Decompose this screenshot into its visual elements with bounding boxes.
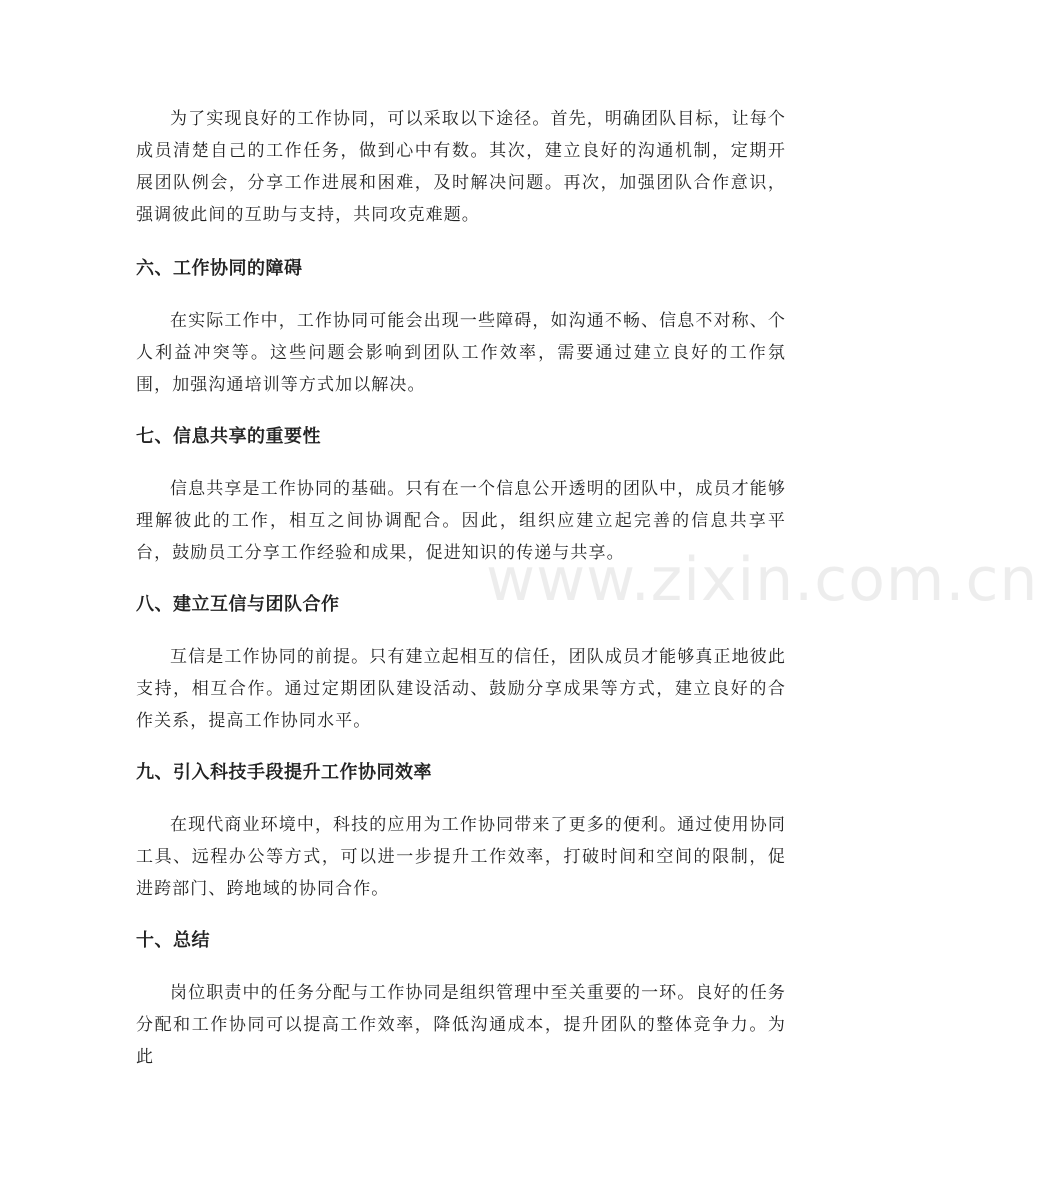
section-heading: 七、信息共享的重要性 bbox=[136, 426, 321, 447]
section-heading: 六、工作协同的障碍 bbox=[136, 258, 303, 279]
watermark: www.zixin.com.cn bbox=[486, 545, 1038, 615]
section-heading: 十、总结 bbox=[136, 930, 210, 951]
section-6 bbox=[136, 253, 786, 401]
document-page bbox=[136, 103, 786, 1073]
section-paragraph: 信息共享是工作协同的基础。只有在一个信息公开透明的团队中，成员才能够理解彼此的工作，相互之间协调配合。因此，组织应建立起完善的信息共享平台，鼓励员工分享工作经验和成果，促进知识的传递与共享。 bbox=[136, 479, 786, 563]
section-paragraph: 在现代商业环境中，科技的应用为工作协同带来了更多的便利。通过使用协同工具、远程办公等方式，可以进一步提升工作效率，打破时间和空间的限制，促进跨部门、跨地域的协同合作。 bbox=[136, 815, 786, 899]
section-paragraph: 互信是工作协同的前提。只有建立起相互的信任，团队成员才能够真正地彼此支持，相互合作。通过定期团队建设活动、鼓励分享成果等方式，建立良好的合作关系，提高工作协同水平。 bbox=[136, 647, 786, 731]
section-paragraph: 岗位职责中的任务分配与工作协同是组织管理中至关重要的一环。良好的任务分配和工作协同可以提高工作效率，降低沟通成本，提升团队的整体竞争力。为此 bbox=[136, 983, 786, 1067]
section-8 bbox=[136, 589, 786, 737]
section-9 bbox=[136, 757, 786, 905]
section-10 bbox=[136, 925, 786, 1073]
section-heading: 九、引入科技手段提升工作协同效率 bbox=[136, 762, 432, 783]
intro-paragraph: 为了实现良好的工作协同，可以采取以下途径。首先，明确团队目标，让每个成员清楚自己的工作任务，做到心中有数。其次，建立良好的沟通机制，定期开展团队例会，分享工作进展和困难，及时解决问题。再次，加强团队合作意识，强调彼此间的互助与支持，共同攻克难题。 bbox=[136, 109, 786, 225]
section-heading: 八、建立互信与团队合作 bbox=[136, 594, 340, 615]
section-paragraph: 在实际工作中，工作协同可能会出现一些障碍，如沟通不畅、信息不对称、个人利益冲突等。这些问题会影响到团队工作效率，需要通过建立良好的工作氛围，加强沟通培训等方式加以解决。 bbox=[136, 311, 786, 395]
section-7 bbox=[136, 421, 786, 569]
